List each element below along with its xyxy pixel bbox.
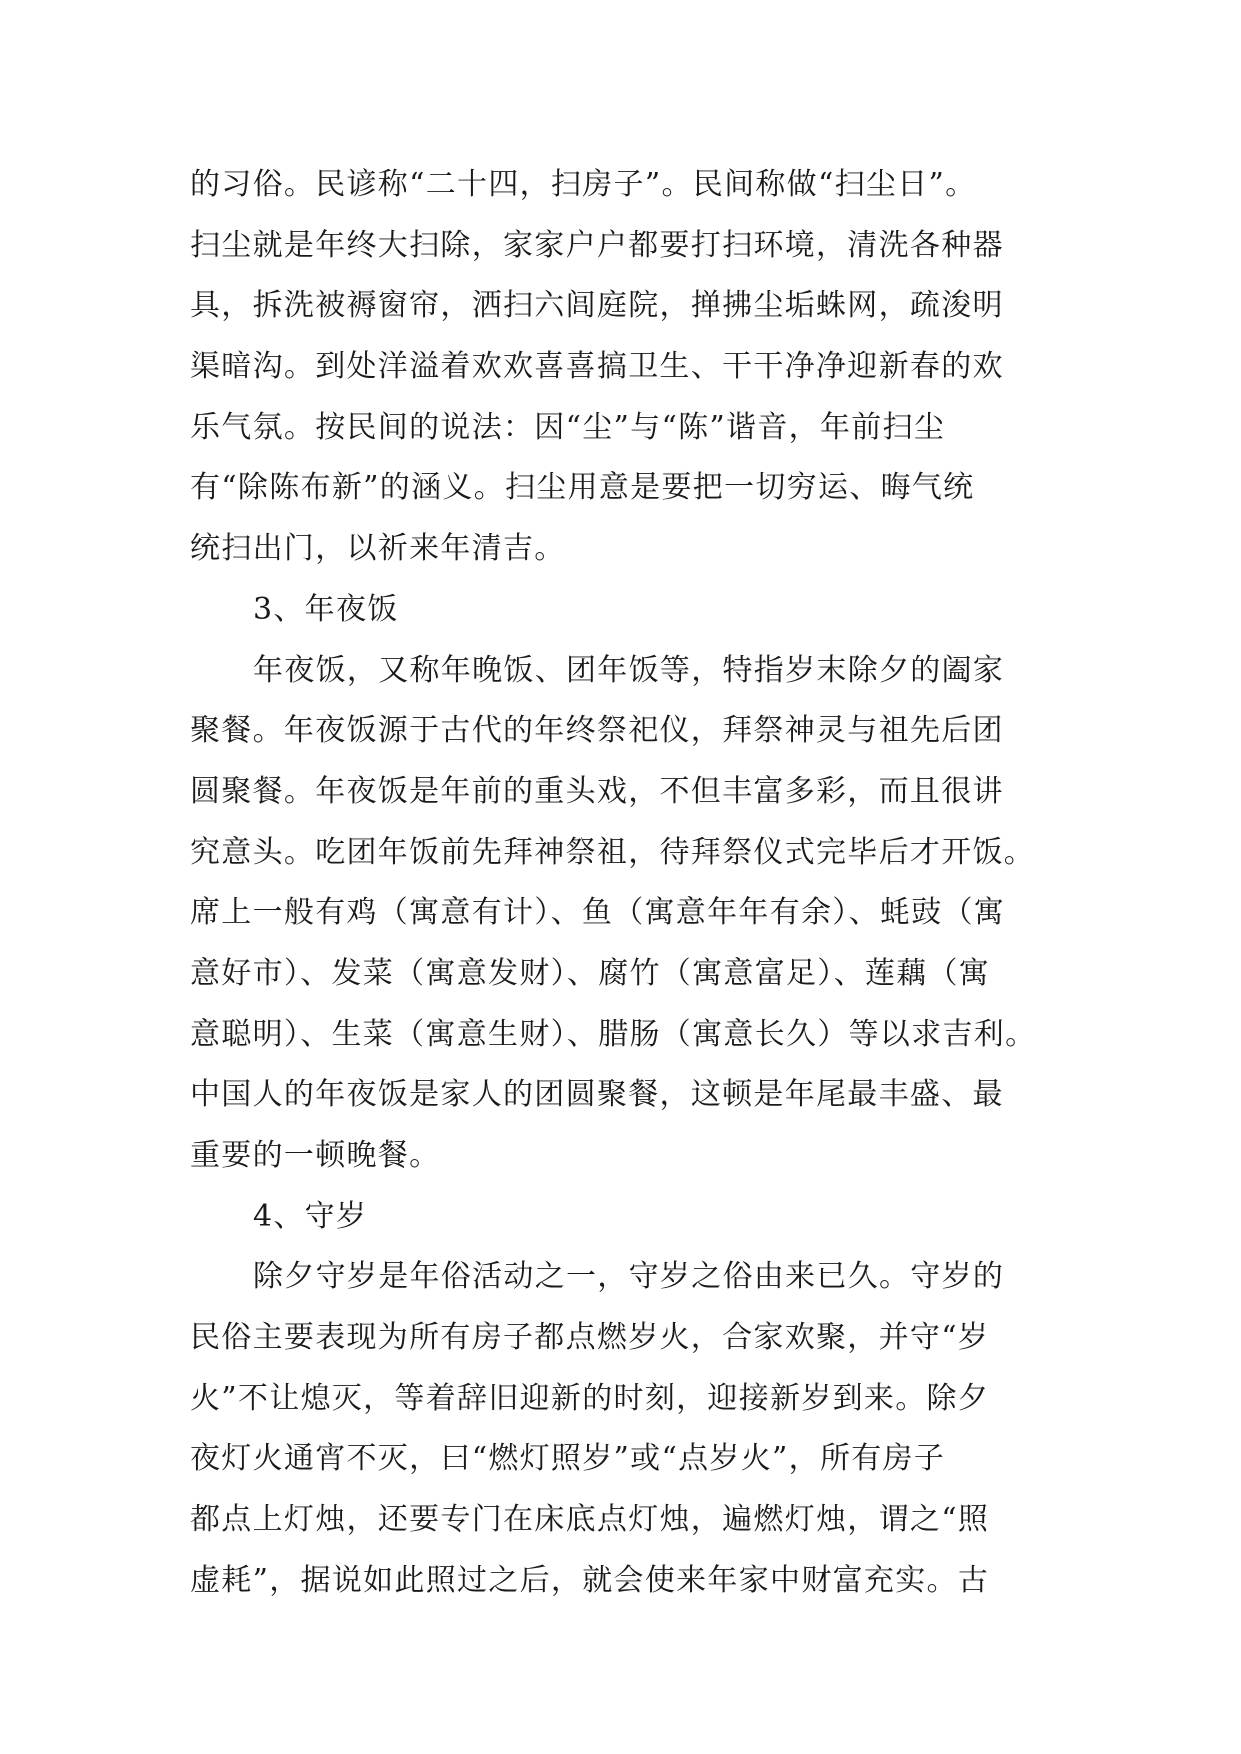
text-line: 意聪明）、生菜（寓意生财）、腊肠（寓意长久）等以求吉利。 <box>190 1016 1037 1052</box>
paragraph-first-line: 年夜饭，又称年晚饭、团年饭等，特指岁末除夕的阖家 <box>253 652 1005 688</box>
text-line: 统扫出门，以祈来年清吉。 <box>190 531 566 567</box>
text-line: 圆聚餐。年夜饭是年前的重头戏，不但丰富多彩，而且很讲 <box>190 773 1004 809</box>
text-line: 民俗主要表现为所有房子都点燃岁火，合家欢聚，并守“岁 <box>190 1320 990 1356</box>
section-heading: 3、年夜饭 <box>253 591 399 627</box>
text-line: 有“除陈布新”的涵义。扫尘用意是要把一切穷运、晦气统 <box>190 470 975 506</box>
text-line: 究意头。吃团年饭前先拜神祭祖，待拜祭仪式完毕后才开饭。 <box>190 834 1036 870</box>
text-line: 夜灯火通宵不灭，曰“燃灯照岁”或“点岁火”，所有房子 <box>190 1441 946 1477</box>
text-line: 乐气氛。按民间的说法：因“尘”与“陈”谐音，年前扫尘 <box>190 409 946 445</box>
text-line: 的习俗。民谚称“二十四，扫房子”。民间称做“扫尘日”。 <box>190 167 977 202</box>
text-line: 聚餐。年夜饭源于古代的年终祭祀仪，拜祭神灵与祖先后团 <box>190 713 1004 749</box>
body-text <box>190 155 1060 1612</box>
text-line: 渠暗沟。到处洋溢着欢欢喜喜搞卫生、干干净净迎新春的欢 <box>190 349 1004 385</box>
text-line: 扫尘就是年终大扫除，家家户户都要打扫环境，清洗各种器 <box>190 227 1004 263</box>
section-heading: 4、守岁 <box>253 1198 368 1234</box>
text-line: 虚耗”，据说如此照过之后，就会使来年家中财富充实。古 <box>190 1562 990 1598</box>
text-line: 都点上灯烛，还要专门在床底点灯烛，遍燃灯烛，谓之“照 <box>190 1502 990 1538</box>
text-line: 中国人的年夜饭是家人的团圆聚餐，这顿是年尾最丰盛、最 <box>190 1077 1004 1113</box>
text-line: 意好市）、发菜（寓意发财）、腐竹（寓意富足）、莲藕（寓 <box>190 955 991 991</box>
text-line: 具，拆洗被褥窗帘，洒扫六闾庭院，掸拂尘垢蛛网，疏浚明 <box>190 288 1004 324</box>
text-line: 重要的一顿晚餐。 <box>190 1138 441 1173</box>
text-line: 席上一般有鸡（寓意有计）、鱼（寓意年年有余）、蚝豉（寓 <box>190 895 1006 931</box>
paragraph-first-line: 除夕守岁是年俗活动之一，守岁之俗由来已久。守岁的 <box>253 1259 1005 1295</box>
text-line: 火”不让熄灭，等着辞旧迎新的时刻，迎接新岁到来。除夕 <box>190 1380 990 1416</box>
